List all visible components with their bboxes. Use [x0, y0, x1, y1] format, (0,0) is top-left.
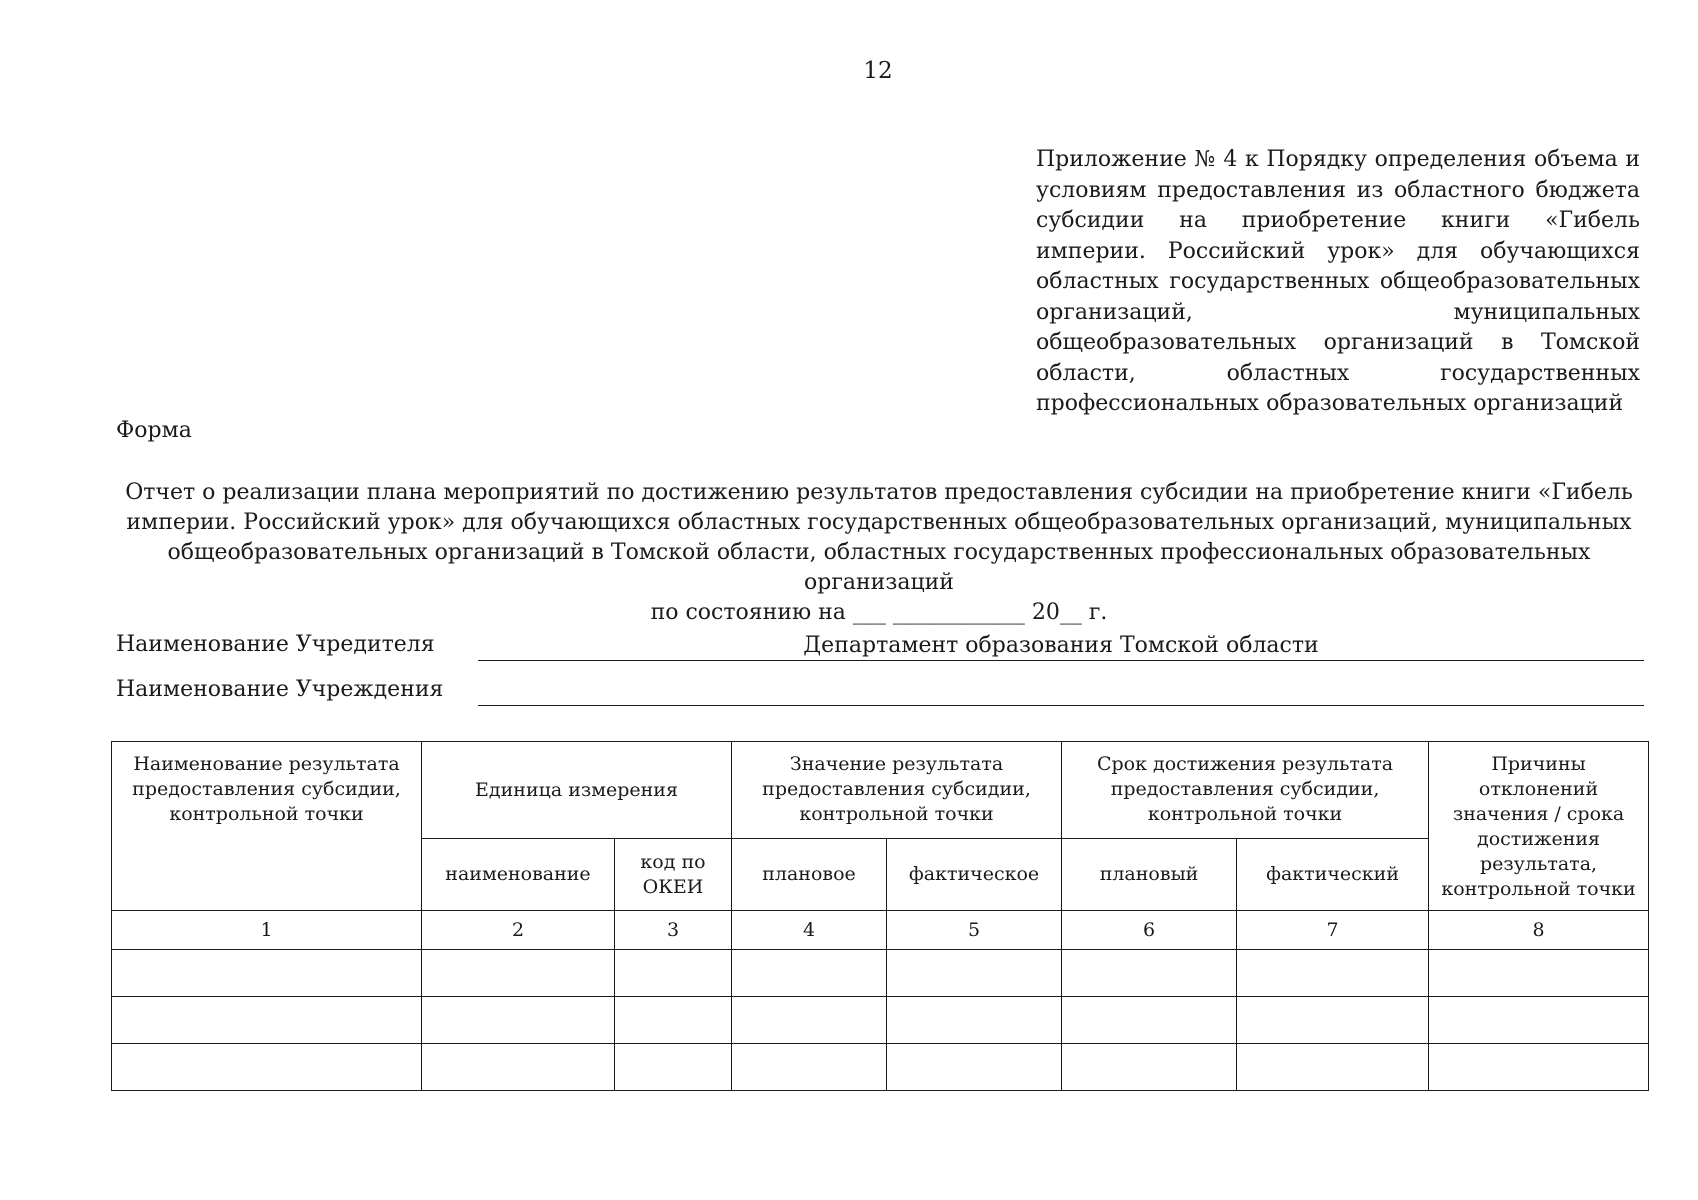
header-unit-code: [615, 839, 732, 911]
column-number-row: [112, 911, 1649, 950]
header-unit-group: Единица измерения: [422, 742, 732, 839]
table-cell[interactable]: [887, 950, 1062, 997]
header-value-plan: плановое: [732, 839, 887, 911]
header-result-name: Наименование результата предоставления субсидии, контрольной точки: [112, 742, 422, 911]
table-cell[interactable]: [615, 997, 732, 1044]
report-date-line: по состоянию на ___ ____________ 20__ г.: [650, 600, 1108, 625]
table-cell[interactable]: [887, 1044, 1062, 1091]
table-data-rows: [112, 950, 1649, 1091]
table-cell[interactable]: [1237, 997, 1429, 1044]
table-cell[interactable]: [732, 1044, 887, 1091]
page-number: 12: [863, 58, 893, 84]
founder-label: Наименование Учредителя: [116, 632, 435, 657]
table-cell[interactable]: [422, 1044, 615, 1091]
table-cell[interactable]: [1062, 950, 1237, 997]
column-number: 7: [1237, 911, 1429, 950]
column-number: 4: [732, 911, 887, 950]
header-value-group: Значение результата предоставления субсидии, контрольной точки: [732, 742, 1062, 839]
report-table: [111, 741, 1649, 1091]
header-value-fact: фактическое: [887, 839, 1062, 911]
column-number: 2: [422, 911, 615, 950]
table-cell[interactable]: [1429, 997, 1649, 1044]
table-cell[interactable]: [887, 997, 1062, 1044]
header-unit-name: наименование: [422, 839, 615, 911]
form-label: Форма: [116, 418, 192, 443]
column-number: 6: [1062, 911, 1237, 950]
table-row: [112, 997, 1649, 1044]
header-term-fact: фактический: [1237, 839, 1429, 911]
table-cell[interactable]: [1062, 997, 1237, 1044]
report-title: [116, 478, 1642, 628]
header-unit-code-line2: ОКЕИ: [642, 875, 704, 898]
appendix-note: Приложение № 4 к Порядку определения объема и условиям предоставления из областного бюджета субсидии на приобретение книги «Гибель империи. Российский урок» для обучающихся областных государственных общеобразовательных организаций, муниципальных общеобразовательных организаций в Томской области, областных государственных профессиональных образовательных организаций: [1036, 147, 1640, 416]
table-cell[interactable]: [422, 997, 615, 1044]
column-number: 3: [615, 911, 732, 950]
header-term-plan: плановый: [1062, 839, 1237, 911]
table-cell[interactable]: [1237, 1044, 1429, 1091]
column-number: 8: [1429, 911, 1649, 950]
table-cell[interactable]: [1429, 1044, 1649, 1091]
table-cell[interactable]: [112, 950, 422, 997]
institution-value[interactable]: [478, 673, 1644, 706]
institution-label: Наименование Учреждения: [116, 677, 444, 702]
table-cell[interactable]: [1237, 950, 1429, 997]
header-reasons: Причины отклонений значения / срока достижения результата, контрольной точки: [1429, 742, 1649, 911]
table-cell[interactable]: [1429, 950, 1649, 997]
table-cell[interactable]: [112, 1044, 422, 1091]
table-cell[interactable]: [732, 997, 887, 1044]
table-cell[interactable]: [112, 997, 422, 1044]
table-cell[interactable]: [732, 950, 887, 997]
table-cell[interactable]: [615, 1044, 732, 1091]
report-title-text: Отчет о реализации плана мероприятий по достижению результатов предоставления субсидии на приобретение книги «Гибель империи. Российский урок» для обучающихся областных государственных общеобразовательных организаций, муниципальных общеобразовательных организаций в Томской области, областных государственных профессиональных образовательных организаций: [125, 480, 1633, 595]
founder-value[interactable]: Департамент образования Томской области: [478, 628, 1644, 661]
column-number: 1: [112, 911, 422, 950]
table-cell[interactable]: [422, 950, 615, 997]
header-term-group: Срок достижения результата предоставления субсидии, контрольной точки: [1062, 742, 1429, 839]
header-unit-code-line1: код по: [640, 850, 706, 873]
table-row: [112, 950, 1649, 997]
column-number: 5: [887, 911, 1062, 950]
table-cell[interactable]: [1062, 1044, 1237, 1091]
table-cell[interactable]: [615, 950, 732, 997]
table-row: [112, 1044, 1649, 1091]
founder-field: [116, 628, 1644, 662]
institution-field: [116, 673, 1644, 707]
